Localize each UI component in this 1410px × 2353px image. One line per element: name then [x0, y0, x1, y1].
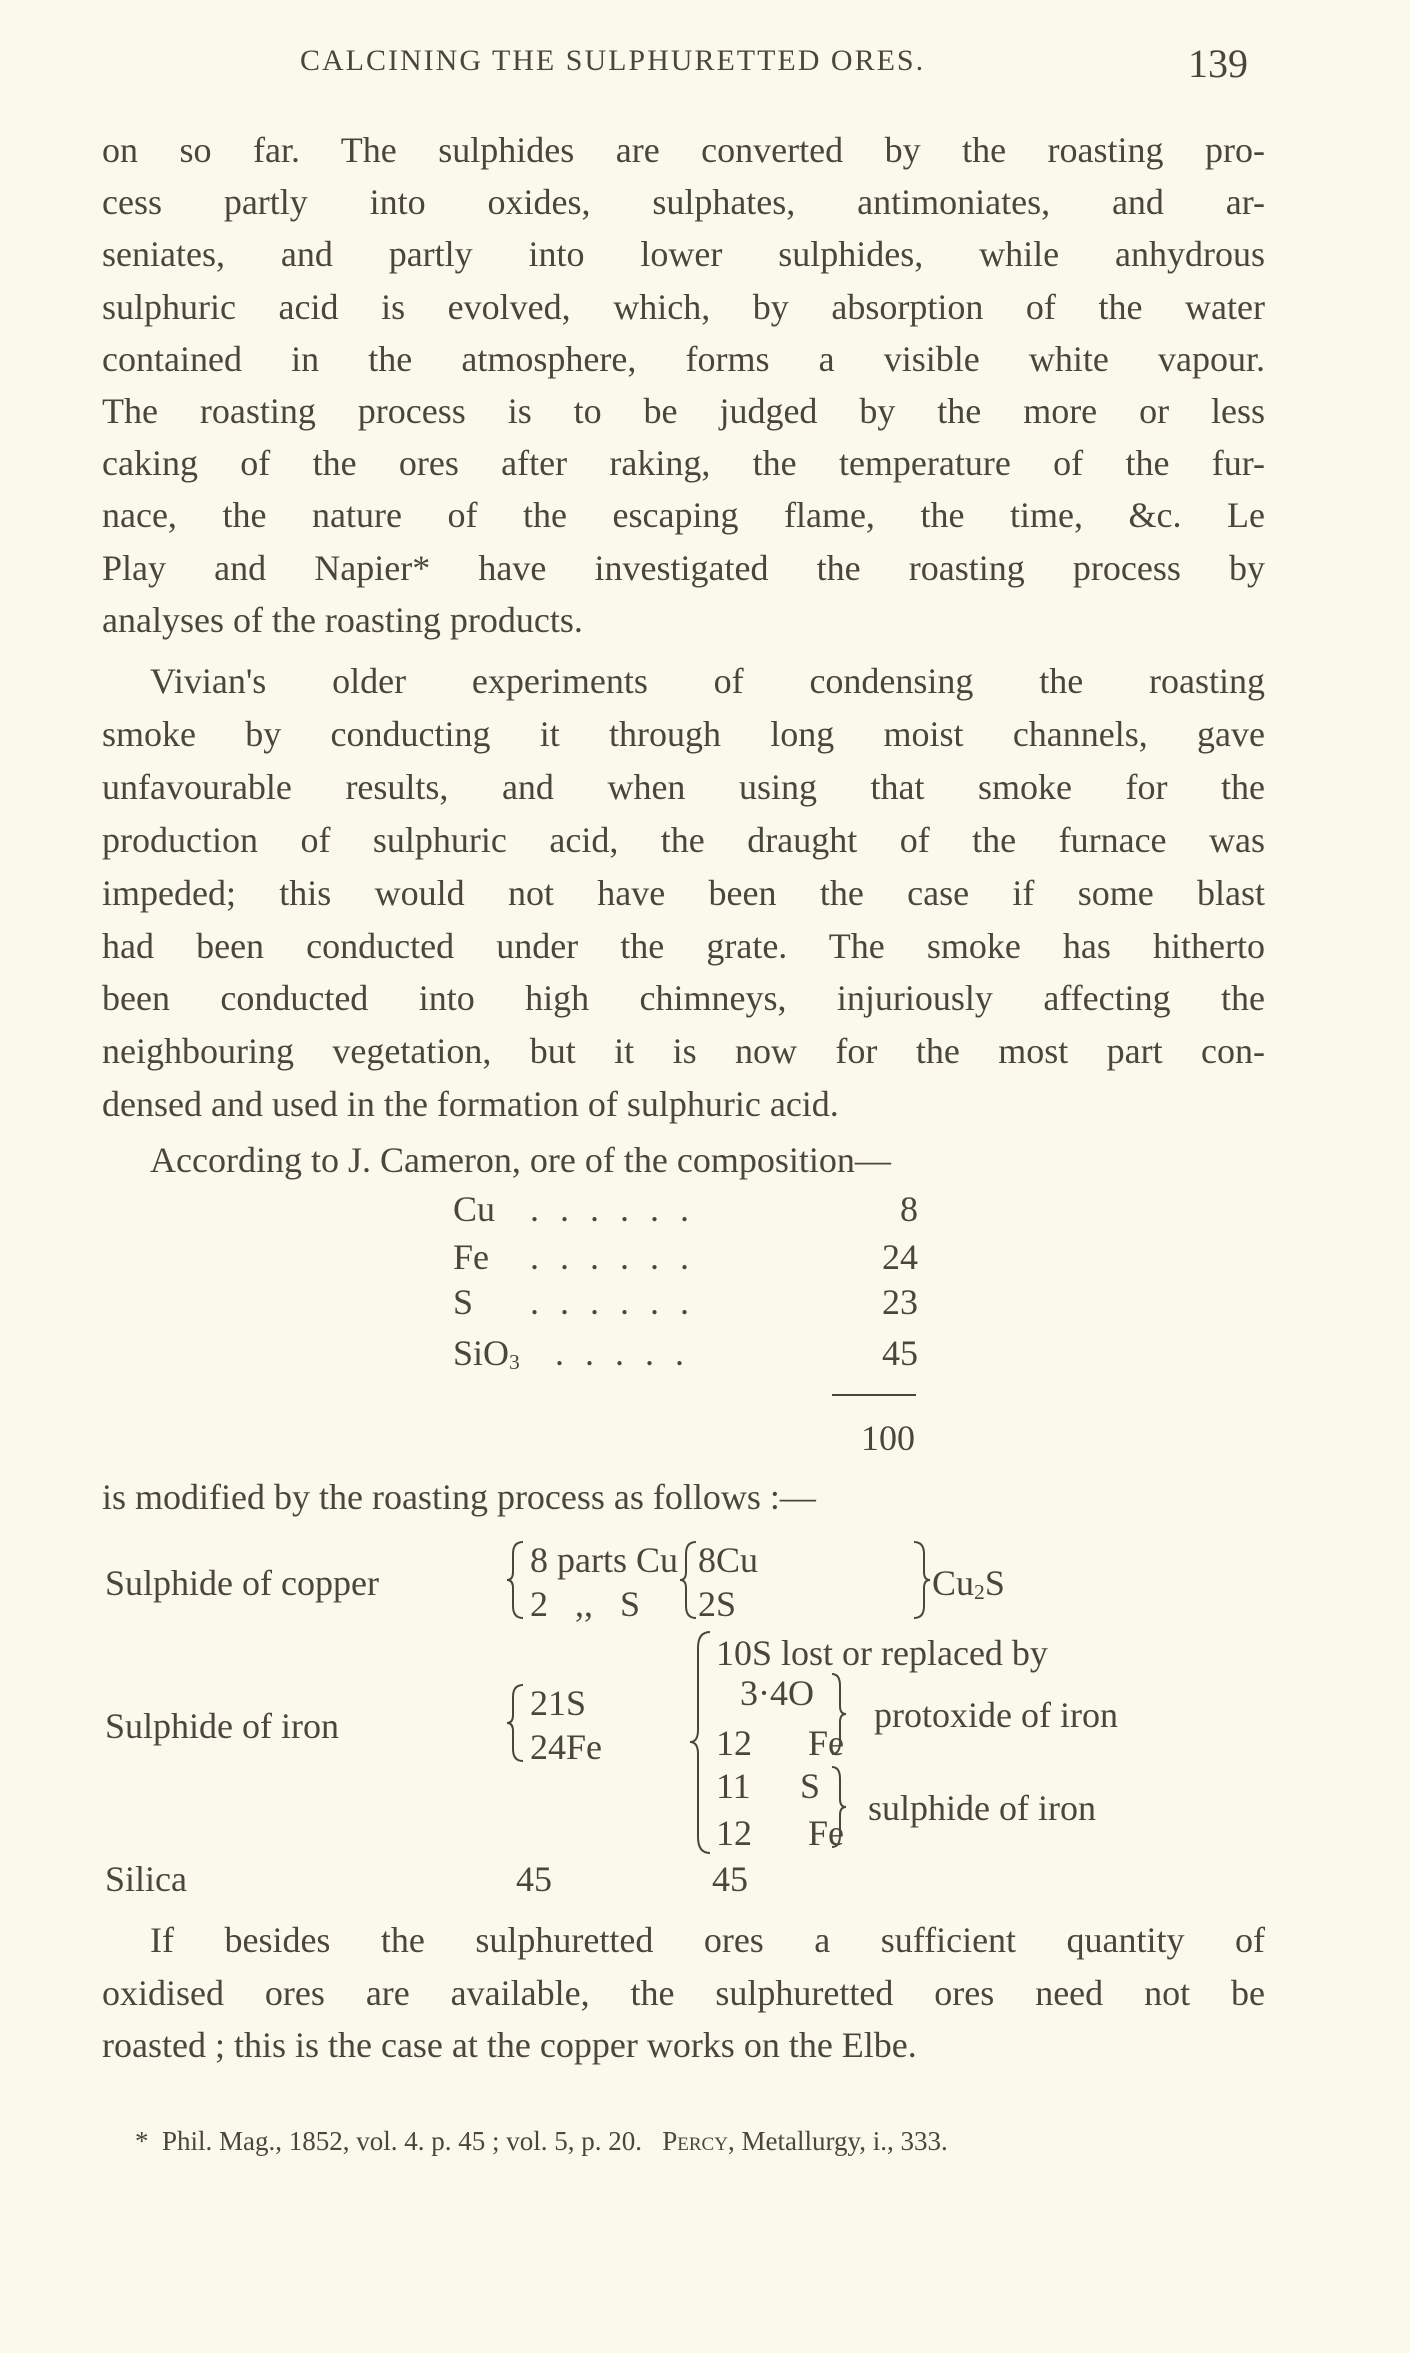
page-number: 139 — [1188, 41, 1248, 86]
protoxide-iron-symbol: Fe — [808, 1723, 844, 1763]
element: Fe — [453, 1237, 489, 1277]
silica-label: Silica — [105, 1859, 187, 1899]
right-brace-icon — [912, 1540, 932, 1620]
footnote — [135, 2126, 948, 2157]
running-title: CALCINING THE SULPHURETTED ORES. — [300, 44, 926, 77]
value: 45 — [882, 1333, 918, 1373]
copper-output-1: 8Cu — [698, 1540, 759, 1580]
composition-total: 100 — [861, 1418, 915, 1458]
text-line: analyses of the roasting products. — [102, 599, 583, 640]
value: 8 — [900, 1189, 918, 1229]
iron-label: Sulphide of iron — [105, 1706, 339, 1746]
sulphide-fe-count: 12 — [716, 1813, 752, 1853]
protoxide-label: protoxide of iron — [874, 1695, 1118, 1735]
footnote-author: Percy — [662, 2126, 728, 2156]
protoxide-oxygen: 3·4O — [740, 1673, 814, 1713]
left-brace-icon — [505, 1683, 525, 1763]
text-line: unfavourable results, and when using that smoke for the — [102, 766, 1265, 807]
text-line: seniates, and partly into lower sulphides, while anhydrous — [102, 234, 1265, 275]
sum-rule — [832, 1394, 916, 1396]
text-line: cess partly into oxides, sulphates, antimoniates, and ar- — [102, 182, 1265, 223]
element: Cu — [453, 1189, 496, 1229]
text-line: on so far. The sulphides are converted by the roasting pro- — [102, 130, 1265, 170]
text-line: contained in the atmosphere, forms a visible white vapour. — [102, 338, 1265, 379]
sulphide-fe-symbol: Fe — [808, 1813, 844, 1853]
text-line: If besides the sulphuretted ores a sufficient quantity of — [150, 1920, 1265, 1960]
copper-label: Sulphide of copper — [105, 1563, 379, 1603]
text-line: Vivian's older experiments of condensing the roasting — [150, 661, 1265, 701]
left-brace-icon — [505, 1540, 525, 1620]
text-line: caking of the ores after raking, the temperature of the fur- — [102, 443, 1265, 484]
leader-dots: . . . . . . — [530, 1237, 695, 1277]
sulphide-s-symbol: S — [800, 1766, 821, 1806]
silica-before: 45 — [516, 1859, 552, 1899]
text-line: sulphuric acid is evolved, which, by absorption of the water — [102, 286, 1265, 327]
leader-dots: . . . . . — [555, 1333, 690, 1373]
leader-dots: . . . . . . — [530, 1282, 695, 1322]
text-line: Play and Napier* have investigated the roasting process by — [102, 547, 1265, 588]
text-line: production of sulphuric acid, the draught of the furnace was — [102, 819, 1265, 860]
iron-input-1: 21S — [530, 1683, 587, 1723]
right-brace-icon — [830, 1765, 848, 1849]
sulphide-s-count: 11 — [716, 1766, 751, 1806]
text-line: smoke by conducting it through long moist channels, gave — [102, 713, 1265, 754]
text-line: been conducted into high chimneys, injuriously affecting the — [102, 978, 1265, 1019]
text-line: oxidised ores are available, the sulphuretted ores need not be — [102, 1972, 1265, 2013]
iron-lost: 10S lost or replaced by — [716, 1633, 1048, 1673]
leader-dots: . . . . . . — [530, 1189, 695, 1229]
iron-input-2: 24Fe — [530, 1727, 602, 1767]
text-line: nace, the nature of the escaping flame, the time, &c. Le — [102, 495, 1265, 536]
composition-intro: According to J. Cameron, ore of the composition— — [150, 1140, 891, 1180]
silica-after: 45 — [712, 1859, 748, 1899]
text-line: neighbouring vegetation, but it is now for the most part con- — [102, 1031, 1265, 1072]
copper-output-2: 2S — [698, 1584, 737, 1624]
text-line: impeded; this would not have been the case if some blast — [102, 872, 1265, 913]
copper-result: $Cu_2S$ — [932, 1563, 1005, 1604]
right-brace-icon — [830, 1672, 848, 1756]
protoxide-iron-count: 12 — [716, 1723, 752, 1763]
footnote-text: Phil. Mag., 1852, vol. 4. p. 45 ; vol. 5, p. 20. — [162, 2126, 643, 2156]
text-line: roasted ; this is the case at the copper works on the Elbe. — [102, 2025, 917, 2065]
sulphide-label: sulphide of iron — [868, 1788, 1096, 1828]
element: S — [453, 1282, 474, 1322]
value: 24 — [882, 1237, 918, 1277]
value: 23 — [882, 1282, 918, 1322]
text-line: The roasting process is to be judged by the more or less — [102, 391, 1265, 431]
element: SiO$_3$ — [453, 1333, 520, 1374]
copper-input-1: 8 parts Cu — [530, 1540, 678, 1580]
footnote-mark: * — [135, 2126, 149, 2156]
copper-input-2: 2 ,, S — [530, 1584, 641, 1624]
composition-outro: is modified by the roasting process as follows :— — [102, 1477, 816, 1517]
left-brace-icon — [678, 1540, 698, 1620]
footnote-ref: , Metallurgy, i., 333. — [727, 2126, 948, 2156]
left-brace-icon — [688, 1630, 712, 1855]
text-line: had been conducted under the grate. The smoke has hitherto — [102, 925, 1265, 966]
text-line: densed and used in the formation of sulphuric acid. — [102, 1084, 839, 1125]
